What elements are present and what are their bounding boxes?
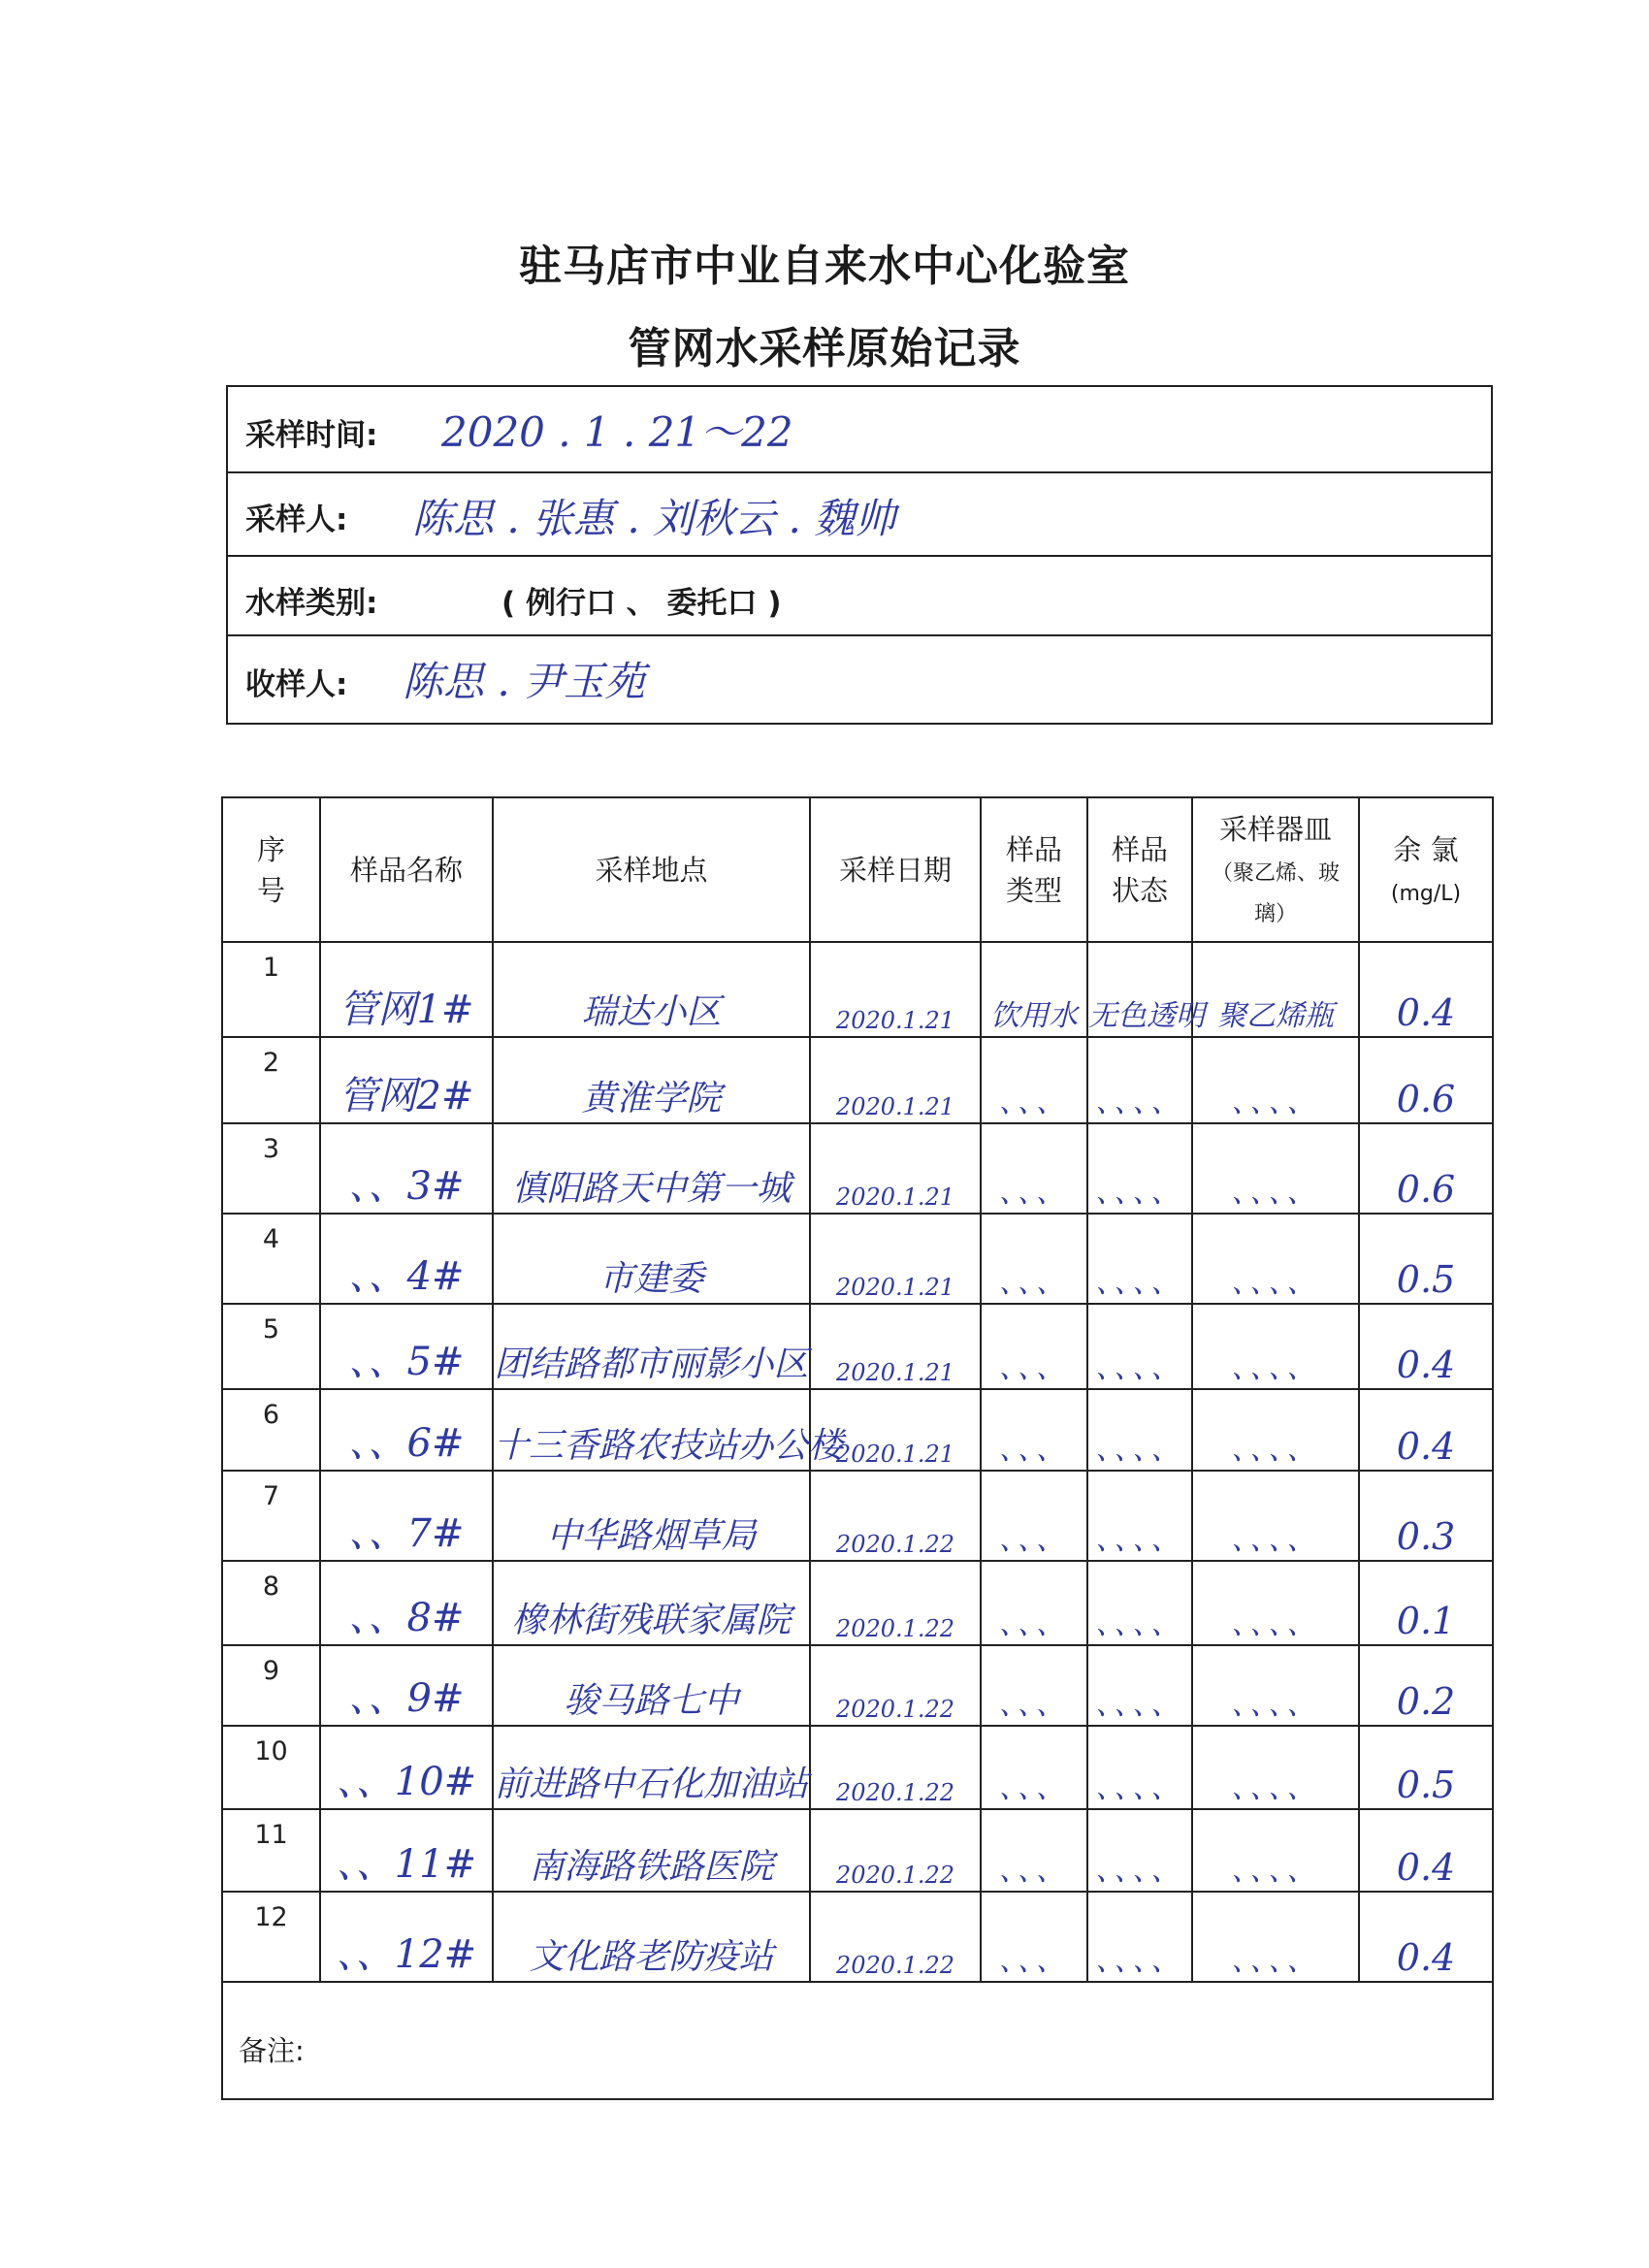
sample-state-value: 、、、、 <box>1095 1085 1184 1119</box>
sample-state-value: 、、、、 <box>1095 1433 1184 1467</box>
table-row <box>222 1389 1493 1471</box>
seq-cell <box>222 1726 320 1809</box>
sample-name-cell <box>320 1123 493 1214</box>
seq-cell <box>222 1123 320 1214</box>
chlorine-value: 0.5 <box>1396 1764 1456 1806</box>
sample-type-value: 、、、 <box>999 1523 1069 1557</box>
vessel-cell <box>1192 1645 1359 1726</box>
sample-type-cell <box>981 1389 1087 1471</box>
sample-type-cell <box>981 1645 1087 1726</box>
remark-row <box>222 1982 1493 2099</box>
page-subtitle: 管网水采样原始记录 <box>628 324 1021 373</box>
sample-type-value: 、、、 <box>999 1266 1069 1300</box>
table-row <box>222 1892 1493 1982</box>
seq-cell <box>222 1645 320 1726</box>
location-cell <box>493 1809 810 1892</box>
date-cell <box>810 1892 981 1982</box>
location-cell <box>493 1123 810 1214</box>
chlorine-value: 0.4 <box>1396 1425 1456 1468</box>
location-value: 骏马路七中 <box>564 1681 739 1721</box>
sample-type-value: 、、、 <box>999 1771 1069 1805</box>
water-type-label: 水样类别: <box>245 586 378 621</box>
sample-state-value: 、、、、 <box>1095 1351 1184 1385</box>
table-row <box>222 1123 1493 1214</box>
sample-type-cell <box>981 1214 1087 1304</box>
vessel-value: 、、、、 <box>1231 1085 1320 1119</box>
seq-value: 11 <box>254 1820 288 1850</box>
sampling-time-label: 采样时间: <box>245 418 378 453</box>
chlorine-cell <box>1359 1214 1493 1304</box>
location-value: 黄淮学院 <box>581 1079 722 1118</box>
sample-type-cell <box>981 1123 1087 1214</box>
location-cell <box>493 1471 810 1561</box>
info-row-receiver <box>228 636 1491 723</box>
date-value: 2020.1.22 <box>835 1779 955 1806</box>
sample-state-cell <box>1087 1561 1192 1645</box>
date-value: 2020.1.21 <box>835 1441 955 1468</box>
sampling-time-value: 2020 . 1 . 21～22 <box>441 408 793 456</box>
date-value: 2020.1.22 <box>835 1862 955 1889</box>
sample-type-cell <box>981 1037 1087 1123</box>
seq-cell <box>222 1304 320 1389</box>
chlorine-cell <box>1359 1123 1493 1214</box>
sample-type-cell <box>981 1809 1087 1892</box>
sample-state-cell <box>1087 1214 1192 1304</box>
sample-name-cell <box>320 1214 493 1304</box>
sampler-value: 陈思 . 张惠 . 刘秋云 . 魏帅 <box>412 495 896 542</box>
chlorine-cell <box>1359 1471 1493 1561</box>
seq-cell <box>222 1389 320 1471</box>
chlorine-cell <box>1359 1037 1493 1123</box>
location-cell <box>493 942 810 1037</box>
vessel-cell <box>1192 1304 1359 1389</box>
vessel-value: 、、、、 <box>1231 1771 1320 1805</box>
location-value: 前进路中石化加油站 <box>494 1765 809 1804</box>
receiver-value: 陈思 . 尹玉苑 <box>403 658 646 705</box>
location-cell <box>493 1892 810 1982</box>
page-title: 驻马店市中业自来水中心化验室 <box>519 242 1130 291</box>
seq-value: 8 <box>262 1571 280 1602</box>
chlorine-cell <box>1359 942 1493 1037</box>
date-cell <box>810 1037 981 1123</box>
sample-name-cell <box>320 1389 493 1471</box>
location-value: 十三香路农技站办公楼 <box>494 1426 844 1466</box>
vessel-value: 、、、、 <box>1231 1433 1320 1467</box>
sample-type-cell <box>981 1726 1087 1809</box>
sample-state-value: 、、、、 <box>1095 1688 1184 1722</box>
table-row <box>222 1214 1493 1304</box>
vessel-cell <box>1192 1561 1359 1645</box>
sample-name-cell <box>320 1304 493 1389</box>
sample-state-value: 无色透明 <box>1088 999 1205 1033</box>
location-value: 团结路都市丽影小区 <box>494 1345 809 1384</box>
sample-name-cell <box>320 1561 493 1645</box>
vessel-value: 、、、、 <box>1231 1523 1320 1557</box>
sample-state-cell <box>1087 1123 1192 1214</box>
header-sample-state: 样品 状态 <box>1087 797 1192 942</box>
sampling-info-box <box>226 385 1493 725</box>
date-cell <box>810 942 981 1037</box>
sample-name-value: 、、4# <box>348 1254 465 1299</box>
sample-name-value: 、、6# <box>348 1421 465 1466</box>
chlorine-value: 0.4 <box>1396 1344 1456 1386</box>
location-value: 市建委 <box>598 1259 704 1299</box>
sample-name-value: 、、5# <box>348 1340 465 1384</box>
chlorine-cell <box>1359 1726 1493 1809</box>
date-cell <box>810 1389 981 1471</box>
location-cell <box>493 1037 810 1123</box>
vessel-value: 聚乙烯瓶 <box>1217 999 1334 1033</box>
location-cell <box>493 1726 810 1809</box>
sample-state-cell <box>1087 1726 1192 1809</box>
seq-value: 10 <box>254 1736 288 1766</box>
date-value: 2020.1.21 <box>835 1007 955 1034</box>
seq-cell <box>222 1809 320 1892</box>
seq-cell <box>222 1037 320 1123</box>
location-cell <box>493 1645 810 1726</box>
remark-cell <box>222 1982 1493 2099</box>
chlorine-value: 0.3 <box>1396 1515 1456 1558</box>
location-value: 橡林街残联家属院 <box>511 1601 792 1640</box>
info-row-sampler <box>228 473 1491 557</box>
sample-name-value: 管网2# <box>339 1074 474 1118</box>
sample-name-value: 、、3# <box>348 1164 465 1209</box>
vessel-cell <box>1192 1123 1359 1214</box>
seq-value: 7 <box>262 1481 280 1511</box>
sample-type-cell <box>981 1561 1087 1645</box>
seq-value: 5 <box>262 1314 280 1345</box>
date-cell <box>810 1809 981 1892</box>
date-value: 2020.1.22 <box>835 1696 955 1723</box>
sample-type-value: 饮用水 <box>990 999 1078 1033</box>
sample-state-cell <box>1087 1892 1192 1982</box>
sample-type-value: 、、、 <box>999 1176 1069 1210</box>
sample-state-cell <box>1087 1645 1192 1726</box>
sample-name-value: 、、10# <box>336 1760 477 1804</box>
date-cell <box>810 1214 981 1304</box>
date-cell <box>810 1726 981 1809</box>
vessel-cell <box>1192 1389 1359 1471</box>
seq-cell <box>222 1892 320 1982</box>
sample-name-value: 、、8# <box>348 1596 465 1640</box>
vessel-value: 、、、、 <box>1231 1266 1320 1300</box>
date-value: 2020.1.22 <box>835 1615 955 1642</box>
chlorine-cell <box>1359 1809 1493 1892</box>
chlorine-cell <box>1359 1645 1493 1726</box>
location-value: 中华路烟草局 <box>546 1516 757 1556</box>
chlorine-value: 0.2 <box>1396 1680 1456 1723</box>
sample-name-value: 、、11# <box>336 1842 477 1887</box>
sample-name-value: 、、7# <box>348 1511 465 1556</box>
sample-state-cell <box>1087 1389 1192 1471</box>
vessel-value: 、、、、 <box>1231 1854 1320 1888</box>
date-cell <box>810 1645 981 1726</box>
table-row <box>222 1037 1493 1123</box>
sample-state-value: 、、、、 <box>1095 1944 1184 1978</box>
chlorine-value: 0.5 <box>1396 1258 1456 1301</box>
vessel-value: 、、、、 <box>1231 1351 1320 1385</box>
sample-type-cell <box>981 942 1087 1037</box>
seq-value: 1 <box>262 953 280 983</box>
date-cell <box>810 1123 981 1214</box>
sample-name-cell <box>320 1809 493 1892</box>
sample-state-cell <box>1087 1471 1192 1561</box>
seq-value: 12 <box>254 1902 288 1932</box>
sample-name-cell <box>320 942 493 1037</box>
location-cell <box>493 1214 810 1304</box>
vessel-cell <box>1192 1809 1359 1892</box>
sample-type-cell <box>981 1471 1087 1561</box>
date-value: 2020.1.21 <box>835 1359 955 1386</box>
vessel-value: 、、、、 <box>1231 1176 1320 1210</box>
header-date: 采样日期 <box>810 797 981 942</box>
sample-name-cell <box>320 1645 493 1726</box>
table-row <box>222 1809 1493 1892</box>
sample-name-cell <box>320 1892 493 1982</box>
water-type-options: ( 例行口 、 委托口 ) <box>501 586 782 621</box>
sample-name-cell <box>320 1471 493 1561</box>
sample-state-cell <box>1087 1037 1192 1123</box>
date-cell <box>810 1561 981 1645</box>
location-value: 文化路老防疫站 <box>529 1937 774 1977</box>
sample-type-cell <box>981 1304 1087 1389</box>
sample-name-value: 管网1# <box>339 988 474 1032</box>
table-row <box>222 942 1493 1037</box>
vessel-value: 、、、、 <box>1231 1688 1320 1722</box>
sample-state-value: 、、、、 <box>1095 1607 1184 1641</box>
sample-state-value: 、、、、 <box>1095 1854 1184 1888</box>
chlorine-cell <box>1359 1892 1493 1982</box>
seq-cell <box>222 942 320 1037</box>
header-seq: 序 号 <box>222 797 320 942</box>
info-row-time <box>228 387 1491 473</box>
header-location: 采样地点 <box>493 797 810 942</box>
date-cell <box>810 1471 981 1561</box>
sample-type-value: 、、、 <box>999 1607 1069 1641</box>
remark-label: 备注: <box>239 2034 305 2067</box>
sampler-label: 采样人: <box>245 502 348 537</box>
sample-type-value: 、、、 <box>999 1688 1069 1722</box>
sample-state-cell <box>1087 1304 1192 1389</box>
location-cell <box>493 1561 810 1645</box>
header-chlorine: 余 氯 (mg/L) <box>1359 797 1493 942</box>
info-row-type <box>228 557 1491 636</box>
receiver-label: 收样人: <box>245 667 348 702</box>
vessel-cell <box>1192 1214 1359 1304</box>
location-value: 南海路铁路医院 <box>529 1847 774 1887</box>
table-header-row <box>222 797 1493 942</box>
table-row <box>222 1471 1493 1561</box>
header-vessel: 采样器皿 （聚乙烯、玻 璃） <box>1192 797 1359 942</box>
date-value: 2020.1.22 <box>835 1531 955 1558</box>
sampling-table <box>221 796 1494 2100</box>
date-cell <box>810 1304 981 1389</box>
header-sample-name: 样品名称 <box>320 797 493 942</box>
seq-value: 4 <box>262 1224 280 1254</box>
chlorine-value: 0.6 <box>1396 1168 1456 1211</box>
date-value: 2020.1.22 <box>835 1952 955 1979</box>
seq-value: 3 <box>262 1134 280 1164</box>
sample-state-value: 、、、、 <box>1095 1266 1184 1300</box>
vessel-value: 、、、、 <box>1231 1607 1320 1641</box>
chlorine-value: 0.4 <box>1396 1936 1456 1979</box>
sample-name-value: 、、12# <box>336 1932 477 1977</box>
date-value: 2020.1.21 <box>835 1274 955 1301</box>
date-value: 2020.1.21 <box>835 1093 955 1120</box>
chlorine-cell <box>1359 1561 1493 1645</box>
sample-state-value: 、、、、 <box>1095 1771 1184 1805</box>
header-sample-type: 样品 类型 <box>981 797 1087 942</box>
location-cell <box>493 1389 844 1471</box>
chlorine-value: 0.6 <box>1396 1078 1456 1120</box>
sample-type-value: 、、、 <box>999 1944 1069 1978</box>
seq-value: 2 <box>262 1048 280 1078</box>
seq-cell <box>222 1561 320 1645</box>
seq-value: 6 <box>262 1400 280 1430</box>
date-value: 2020.1.21 <box>835 1183 955 1211</box>
vessel-cell <box>1192 1471 1359 1561</box>
chlorine-cell <box>1359 1389 1493 1471</box>
location-value: 瑞达小区 <box>581 992 722 1032</box>
chlorine-cell <box>1359 1304 1493 1389</box>
vessel-cell <box>1192 1892 1359 1982</box>
sample-type-cell <box>981 1892 1087 1982</box>
sample-type-value: 、、、 <box>999 1433 1069 1467</box>
table-row <box>222 1726 1493 1809</box>
sample-name-cell <box>320 1037 493 1123</box>
vessel-cell <box>1192 942 1359 1037</box>
vessel-cell <box>1192 1726 1359 1809</box>
location-cell <box>493 1304 810 1389</box>
table-row <box>222 1561 1493 1645</box>
chlorine-value: 0.4 <box>1396 991 1456 1034</box>
seq-value: 9 <box>262 1656 280 1686</box>
seq-cell <box>222 1214 320 1304</box>
sample-state-cell <box>1087 942 1205 1037</box>
chlorine-value: 0.1 <box>1396 1600 1456 1642</box>
table-row <box>222 1304 1493 1389</box>
sample-type-value: 、、、 <box>999 1085 1069 1119</box>
seq-cell <box>222 1471 320 1561</box>
sample-state-value: 、、、、 <box>1095 1176 1184 1210</box>
vessel-value: 、、、、 <box>1231 1944 1320 1978</box>
sample-name-value: 、、9# <box>348 1676 465 1721</box>
sample-type-value: 、、、 <box>999 1854 1069 1888</box>
sample-state-value: 、、、、 <box>1095 1523 1184 1557</box>
location-value: 慎阳路天中第一城 <box>511 1169 792 1209</box>
sample-state-cell <box>1087 1809 1192 1892</box>
table-row <box>222 1645 1493 1726</box>
chlorine-value: 0.4 <box>1396 1846 1456 1889</box>
sample-name-cell <box>320 1726 493 1809</box>
sample-type-value: 、、、 <box>999 1351 1069 1385</box>
vessel-cell <box>1192 1037 1359 1123</box>
